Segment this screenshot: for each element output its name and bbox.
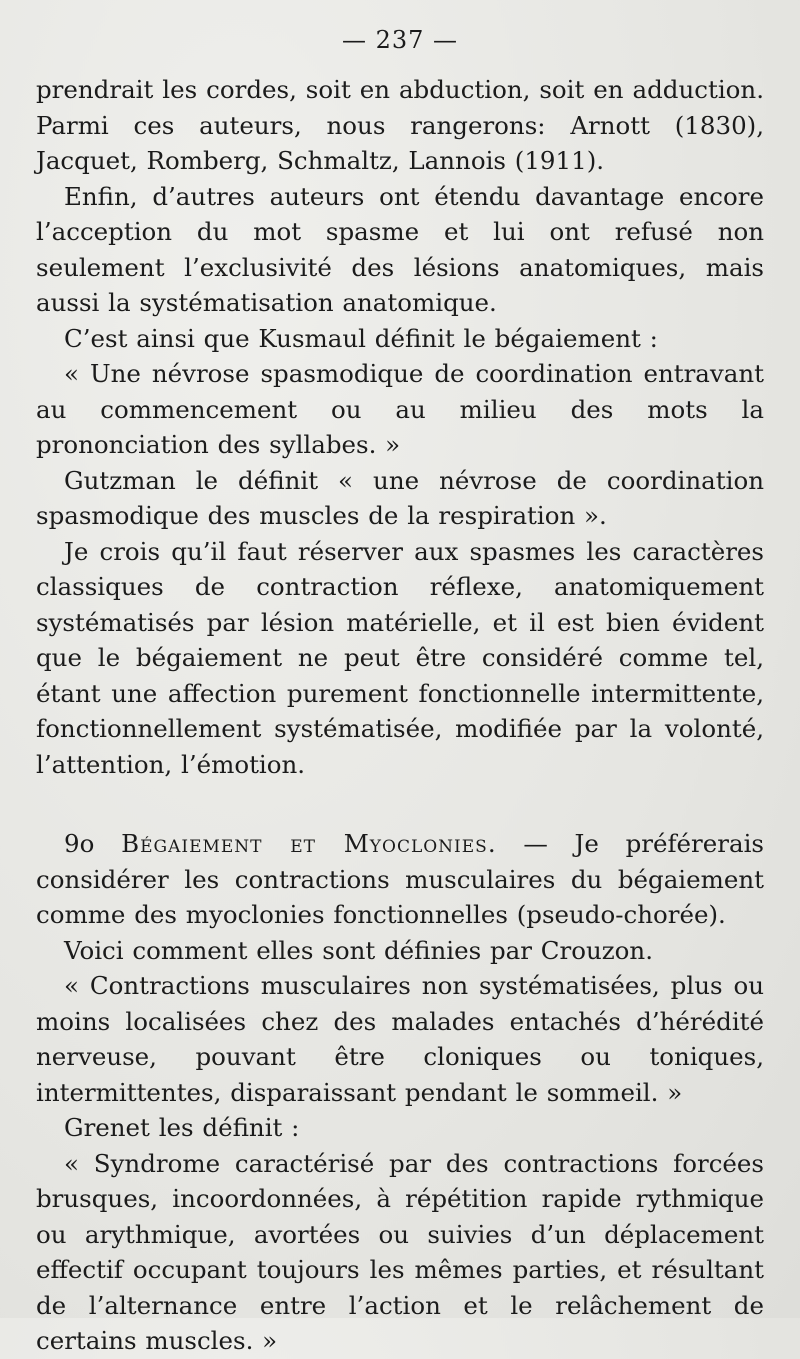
section-number: 9o (64, 829, 95, 858)
paragraph-9: Grenet les définit : (64, 1113, 300, 1142)
section-spacer (36, 782, 764, 826)
paragraph-10-quote: « Syndrome caractérisé par des contractions forcées brusques, incoordonnées, à répétition rapide rythmique ou arythmique, avortées ou suivies d’un déplacement effectif occupant toujours les mêmes parties, et résultant de l’alternance entre l’action et le relâchement de certains muscles. » (36, 1148, 764, 1355)
paragraph-7: Voici comment elles sont définies par Crouzon. (64, 935, 653, 965)
paragraph-1: prendrait les cordes, soit en abduction, soit en adduction. Parmi ces auteurs, nous rangerons: Arnott (1830), Jacquet, Romberg, Schmaltz, Lannois (1911). (36, 75, 764, 175)
paragraph-5: Gutzman le définit « une névrose de coordination spasmodique des muscles de la respiration ». (36, 465, 764, 530)
section-paragraph (36, 826, 764, 933)
paragraph-4-quote: « Une névrose spasmodique de coordination entravant au commencement ou au milieu des mots la prononciation des syllabes. » (36, 359, 764, 459)
paragraph-2: Enfin, d’autres auteurs ont étendu davantage encore l’acception du mot spasme et lui ont refusé non seulement l’exclusivité des lésions anatomiques, mais aussi la systématisation anatomique. (36, 181, 764, 317)
section-text: — Je préférerais considérer les contractions musculaires du bégaiement comme des myoclonies fonctionnelles (pseudo-chorée). (36, 829, 764, 929)
paragraph-8-quote: « Contractions musculaires non systématisées, plus ou moins localisées chez des malades entachés d’hérédité nerveuse, pouvant être cloniques ou toniques, intermittentes, disparaissant pendant le sommeil. » (36, 971, 764, 1107)
body-text (36, 72, 764, 1359)
section-heading: Bégaiement et Myoclonies. (121, 829, 497, 858)
page-number: — 237 — (341, 26, 459, 54)
paragraph-6: Je crois qu’il faut réserver aux spasmes les caractères classiques de contraction réflexe, anatomiquement systématisés par lésion matérielle, et il est bien évident que le bégaiement ne peut être considéré comme tel, étant une affection purement fonctionnelle intermittente, fonctionnellement systématisée, modifiée par la volonté, l’attention, l’émotion. (36, 536, 764, 779)
paragraph-3: C’est ainsi que Kusmaul définit le bégaiement : (64, 323, 658, 353)
